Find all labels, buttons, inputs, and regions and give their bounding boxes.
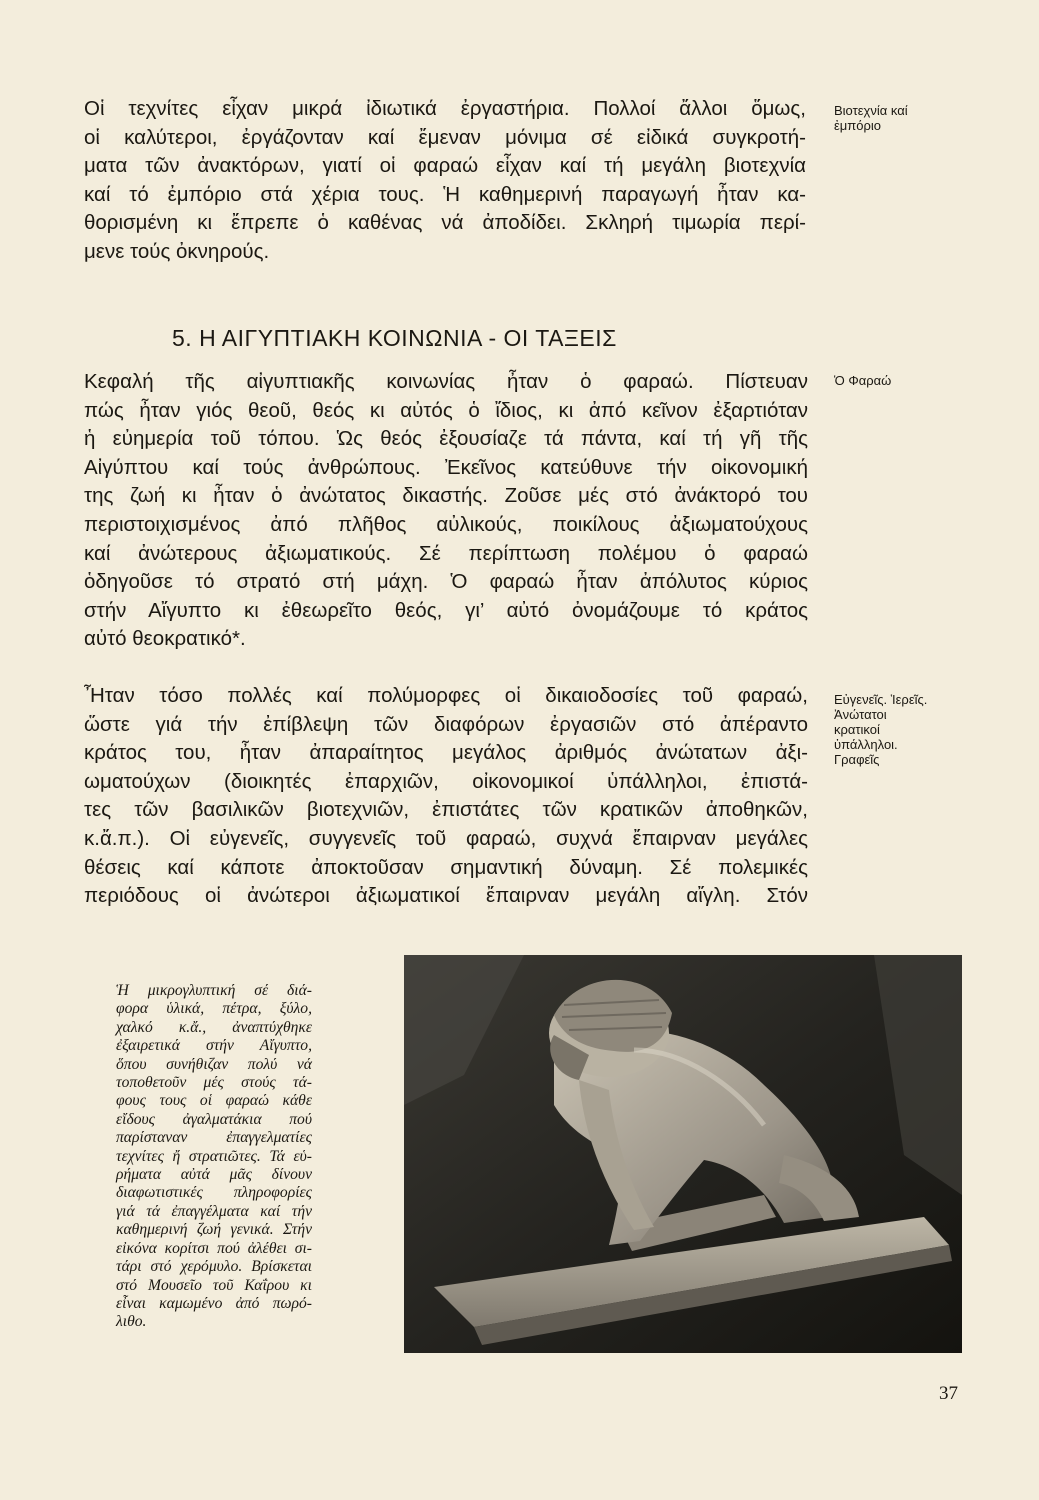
text-line: ματα τῶν ἀνακτόρων, γιατί οἱ φαραώ εἶχαν καί τή μεγάλη βιοτεχνία (84, 154, 806, 178)
caption-line: διαφωτιστικές πληροφορίες (116, 1184, 312, 1202)
caption-line: γιά τά ἐπαγγέλματα καί τήν (116, 1202, 312, 1220)
section-heading: 5. Η ΑΙΓΥΠΤΙΑΚΗ ΚΟΙΝΩΝΙΑ - ΟΙ ΤΑΞΕΙΣ (172, 325, 617, 351)
text-line: ὥστε γιά τήν ἐπίβλεψη τῶν διαφόρων ἐργασιῶν στό ἀπέραντο (84, 712, 808, 736)
text-line: Οἱ τεχνίτες εἶχαν μικρά ἰδιωτικά ἐργαστήρια. Πολλοί ἄλλοι ὅμως, (84, 97, 806, 120)
caption-line: Ἡ μικρογλυπτική σέ διά- (116, 982, 312, 999)
text-line: περιόδους οἱ ἀνώτεροι ἀξιωματικοί ἔπαιρναν μεγάλη αἴγλη. Στόν (84, 884, 808, 908)
caption-line: τάρι στό χερόμυλο. Βρίσκεται (116, 1258, 312, 1276)
text-line: τες τῶν βασιλικῶν βιοτεχνιῶν, ἐπιστάτες τῶν κρατικῶν ἀποθηκῶν, (84, 798, 808, 822)
statuette-photo (404, 955, 962, 1353)
caption-line: τοποθετοῦν μές στούς τά- (116, 1074, 312, 1092)
text-line: μενε τούς ὀκνηρούς. (84, 239, 270, 263)
paragraph-officials (84, 682, 808, 911)
text-line: καί τό ἐμπόριο στά χέρια τους. Ἡ καθημερινή παραγωγή ἦταν κα- (84, 182, 806, 206)
margin-note-line: ἐμπόριο (834, 118, 881, 133)
text-line: θορισμένη κι ἔπρεπε ὁ καθένας νά ἀποδίδει. Σκληρή τιμωρία περί- (84, 211, 806, 235)
caption-line: χαλκό κ.ἄ., ἀναπτύχθηκε (116, 1018, 312, 1036)
margin-note-line: Ἀνώτατοι (834, 707, 887, 722)
margin-note-pharaoh (834, 373, 891, 388)
statuette-illustration (404, 955, 962, 1353)
text-line: ἡ εὐημερία τοῦ τόπου. Ὡς θεός ἐξουσίαζε τά πάντα, καί τή γῆ τῆς (84, 427, 808, 451)
caption-line: λιθο. (116, 1313, 147, 1331)
text-line: καί ἀνώτερους ἀξιωματικούς. Σέ περίπτωση πολέμου ὁ φαραώ (84, 541, 808, 565)
text-line: κράτος του, ἦταν ἀπαραίτητος μεγάλος ἀριθμός ἀνώτατων ἀξι- (84, 741, 808, 765)
margin-note-nobles-priests (834, 692, 927, 767)
caption-line: ὅπου συνήθιζαν πολύ νά (116, 1055, 312, 1073)
text-line: οἱ καλύτεροι, ἐργάζονταν καί ἔμεναν μόνιμα σέ εἰδικά συγκροτή- (84, 125, 806, 149)
caption-line: καθημερινή ζωή γενικά. Στήν (116, 1221, 312, 1239)
caption-line: εἰκόνα κορίτσι πού ἀλέθει σι- (116, 1239, 312, 1257)
caption-line: ἐξαιρετικά στήν Αἴγυπτο, (116, 1037, 312, 1055)
text-line: ὁδηγοῦσε τό στρατό στή μάχη. Ὁ φαραώ ἦταν ἀπόλυτος κύριος (84, 570, 808, 594)
page-number: 37 (939, 1383, 958, 1404)
margin-note-line: ὑπάλληλοι. (834, 737, 898, 752)
margin-note-line: Γραφεῖς (834, 752, 880, 767)
text-line: αὐτό θεοκρατικό*. (84, 627, 246, 651)
text-line: Ἦταν τόσο πολλές καί πολύμορφες οἱ δικαιοδοσίες τοῦ φαραώ, (84, 684, 808, 707)
photo-caption (116, 982, 312, 1332)
caption-line: φους τους οἱ φαραώ κάθε (116, 1092, 312, 1110)
text-line: Κεφαλή τῆς αἰγυπτιακῆς κοινωνίας ἦταν ὁ φαραώ. Πίστευαν (84, 370, 808, 393)
margin-note-line: κρατικοί (834, 722, 880, 737)
text-line: της ζωή κι ἦταν ὁ ἀνώτατος δικαστής. Ζοῦσε μές στό ἀνάκτορό του (84, 484, 808, 508)
text-line: κ.ἄ.π.). Οἱ εὐγενεῖς, συγγενεῖς τοῦ φαραώ, συχνά ἔπαιρναν μεγάλες (84, 826, 808, 850)
caption-line: εἶναι καμωμένο ἀπό πωρό- (116, 1294, 312, 1312)
margin-note-line: Εὐγενεῖς. Ἱερεῖς. (834, 692, 928, 707)
text-line: Αἰγύπτου καί τούς ἀνθρώπους. Ἐκεῖνος κατεύθυνε τήν οἰκονομική (84, 455, 808, 479)
paragraph-craftsmen (84, 95, 806, 267)
text-line: ωματούχων (διοικητές ἐπαρχιῶν, οἰκονομικοί ὑπάλληλοι, ἐπιστά- (84, 769, 808, 793)
text-line: στήν Αἴγυπτο κι ἐθεωρεῖτο θεός, γι’ αὐτό ὀνομάζουμε τό κράτος (84, 598, 808, 622)
margin-note-line: Βιοτεχνία καί (834, 103, 908, 118)
text-line: πώς ἦταν γιός θεοῦ, θεός κι αὐτός ὁ ἴδιος, κι ἀπό κεῖνον ἐξαρτιόταν (84, 398, 808, 422)
caption-line: ρήματα αὐτά μᾶς δίνουν (116, 1166, 312, 1184)
margin-note-line: Ὁ Φαραώ (834, 373, 892, 388)
caption-line: παρίσταναν ἐπαγγελματίες (116, 1129, 312, 1147)
caption-line: στό Μουσεῖο τοῦ Καΐρου κι (116, 1276, 312, 1294)
caption-line: τεχνίτες ἤ στρατιῶτες. Τά εὑ- (116, 1147, 312, 1165)
caption-line: φορα ὑλικά, πέτρα, ξύλο, (116, 1000, 312, 1018)
text-line: θέσεις καί κάποτε ἀποκτοῦσαν σημαντική δύναμη. Σέ πολεμικές (84, 855, 808, 879)
text-line: περιστοιχισμένος ἀπό πλῆθος αὐλικούς, ποικίλους ἀξιωματούχους (84, 512, 808, 536)
margin-note-crafts-trade (834, 103, 908, 133)
caption-line: εἴδους ἀγαλματάκια πού (116, 1110, 312, 1128)
paragraph-pharaoh (84, 368, 808, 654)
